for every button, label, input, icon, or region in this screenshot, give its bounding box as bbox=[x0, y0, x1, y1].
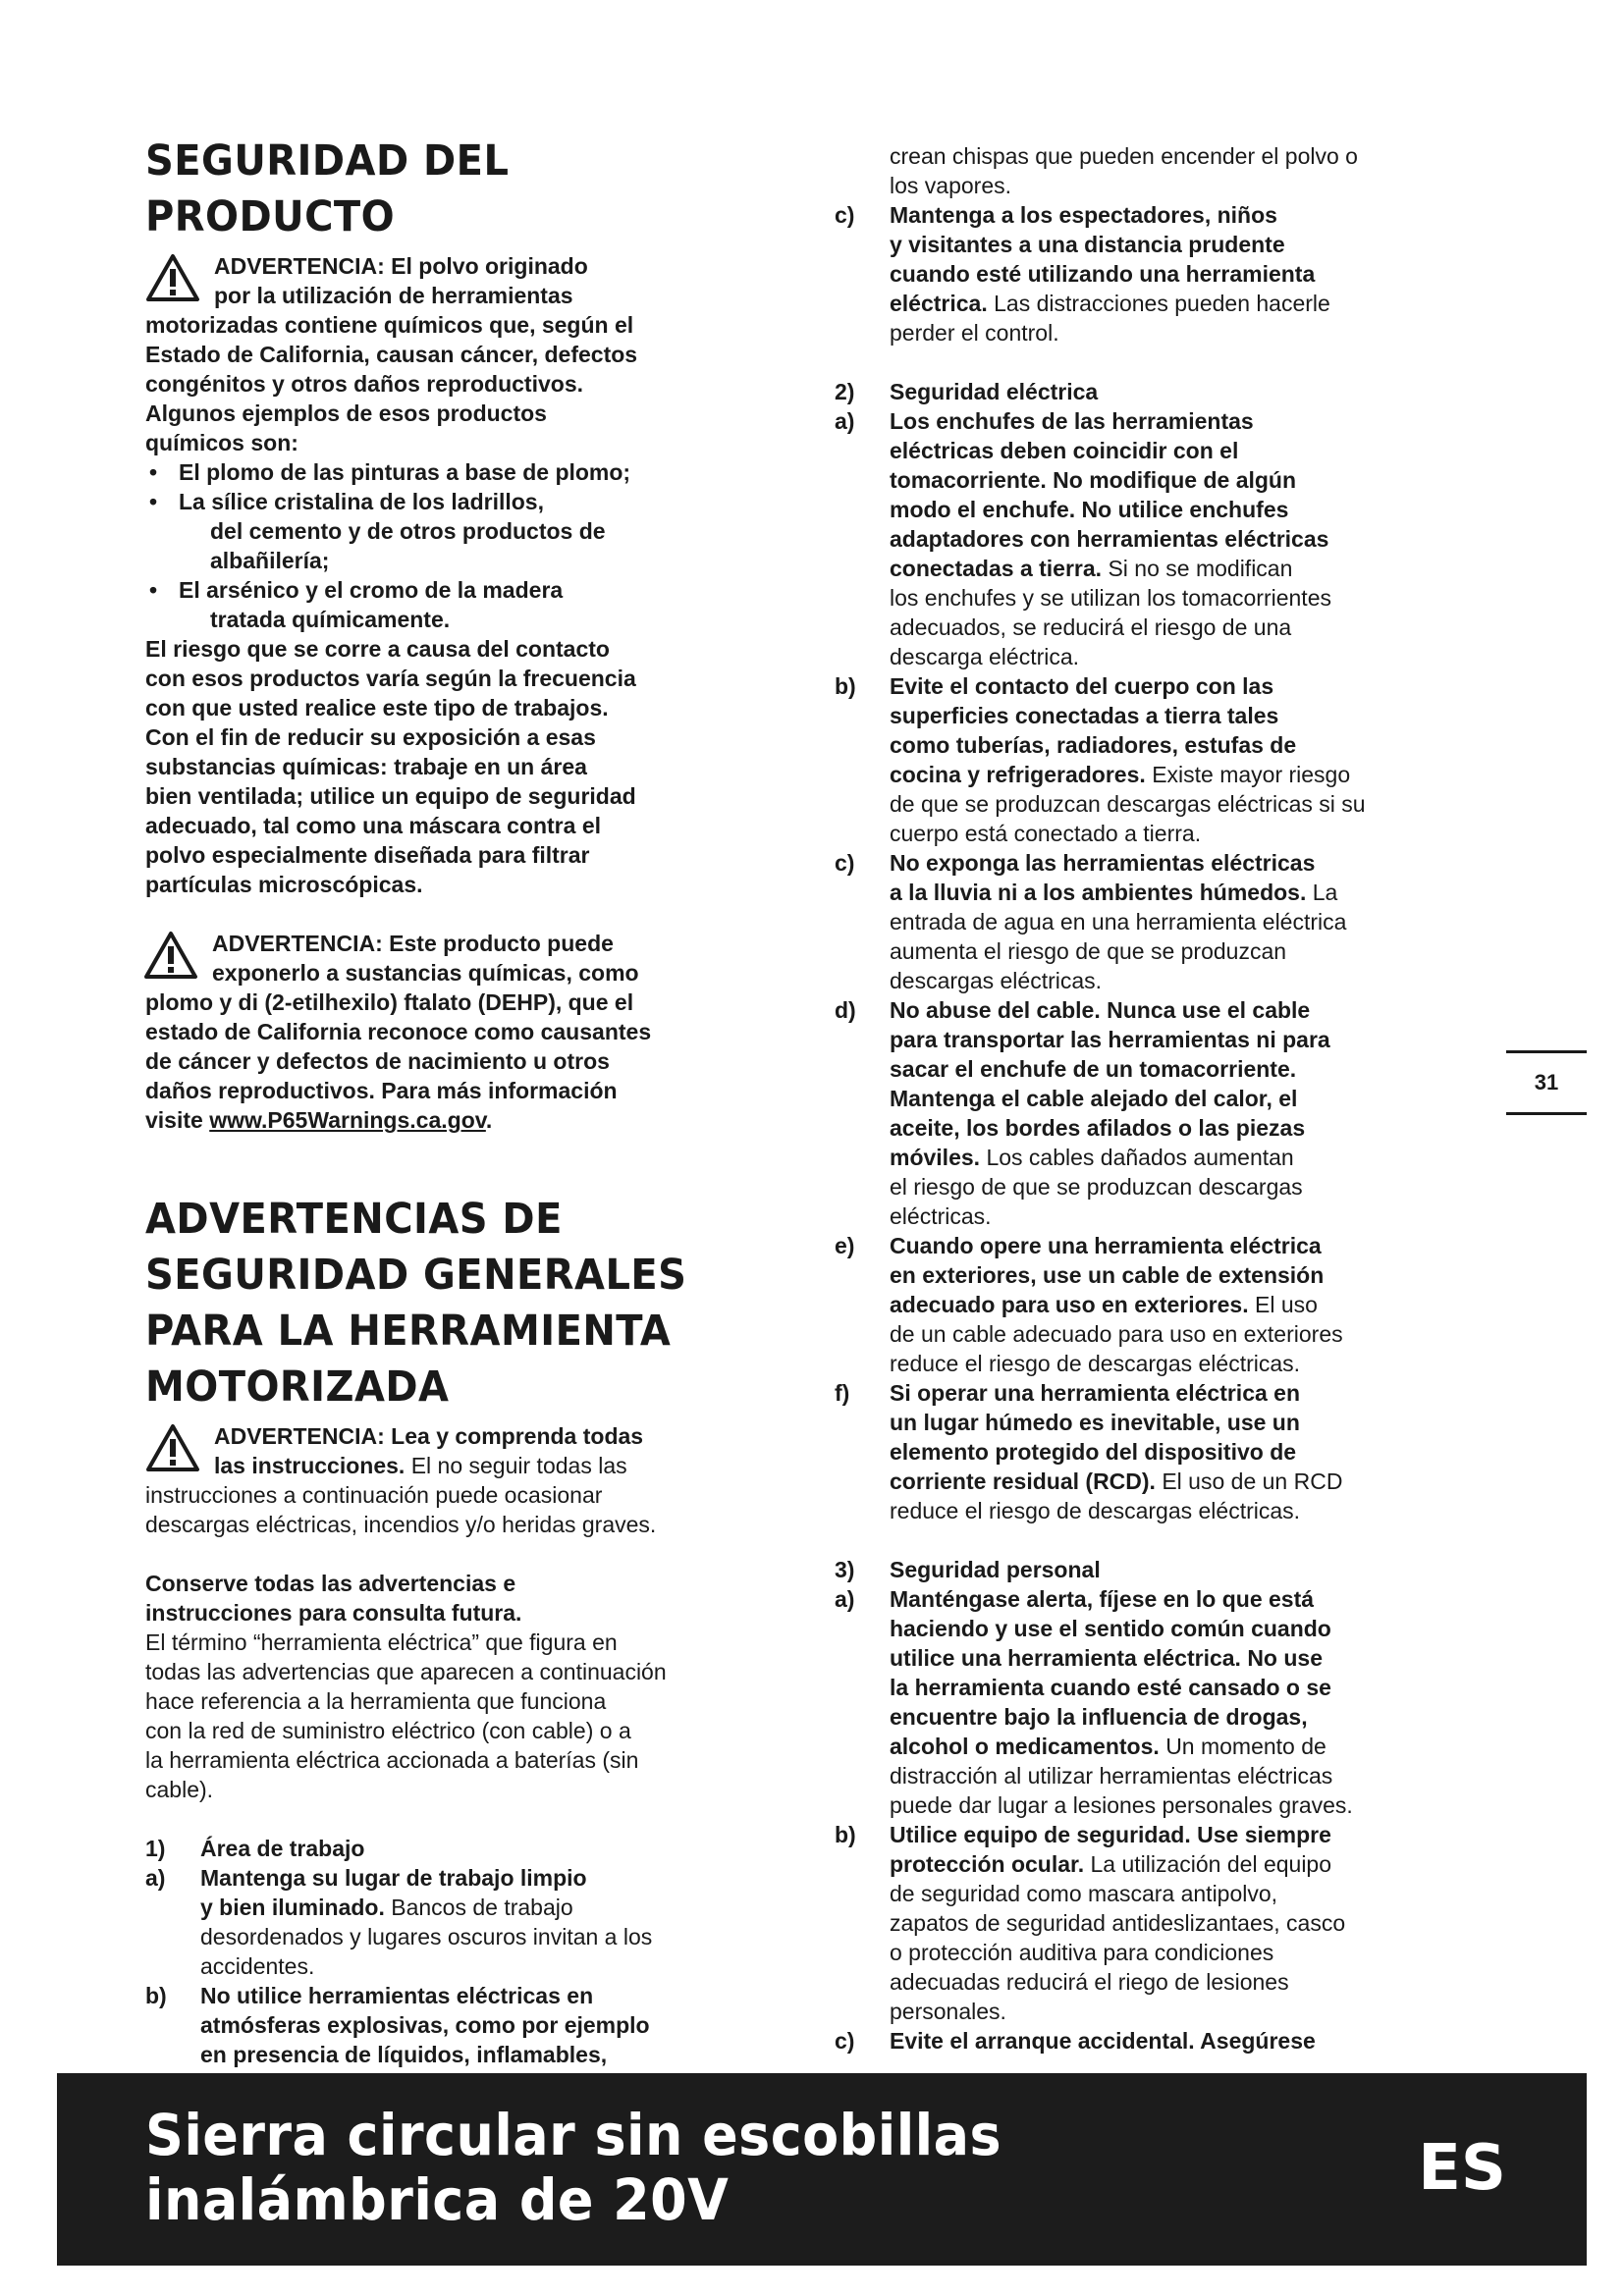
page-number: 31 bbox=[1506, 1050, 1587, 1115]
warning-block-2: ADVERTENCIA: Este producto puede exponerlo a sustancias químicas, como plomo y di (2-etilhexilo) ftalato (DEHP), que el estado de California reconoce como causantes de cáncer y defectos de nacimiento u otros daños reproductivos. Para más información visite www.P65Warnings.ca.gov. bbox=[145, 929, 798, 1135]
product-title: Sierra circular sin escobillas inalámbrica de 20V bbox=[145, 2102, 1002, 2233]
section-work-area: 1) Área de trabajo a) Mantenga su lugar de trabajo limpio y bien iluminado. Bancos de trabajo desordenados y lugares oscuros invitan a los accidentes. b) No utilice herramientas eléctricas en atmósferas explosivas, como por ejemplo en presencia de líquidos, inflamables, bbox=[145, 1834, 798, 2099]
continued-text: crean chispas que pueden encender el polvo o los vapores. bbox=[890, 143, 1358, 198]
warning-text: plomo y di (2-etilhexilo) ftalato (DEHP), que el bbox=[145, 989, 634, 1015]
list-item: • El plomo de las pinturas a base de plomo; bbox=[145, 457, 798, 487]
warning-label: ADVERTENCIA: bbox=[214, 1423, 385, 1449]
list-item: c) Evite el arranque accidental. Asegúrese bbox=[835, 2028, 1316, 2054]
warning-text: substancias químicas: trabaje en un área bbox=[145, 754, 587, 779]
list-item: d) No abuse del cable. Nunca use el cable para transportar las herramientas ni para sacar el enchufe de un tomacorriente. Mantenga el cable alejado del calor, el aceite, los bordes afilados o las piezas móviles. Los cables dañados aumentan el riesgo de que se produzcan descargas eléctricas. bbox=[835, 997, 1330, 1229]
warning-text: adecuado, tal como una máscara contra el bbox=[145, 813, 601, 838]
warning-text: Estado de California, causan cáncer, defectos bbox=[145, 342, 638, 367]
list-item: b) Evite el contacto del cuerpo con las superficies conectadas a tierra tales como tuberías, radiadores, estufas de cocina y refrigeradores. Existe mayor riesgo de que se produzcan descargas eléctricas si su cuerpo está conectado a tierra. bbox=[835, 673, 1366, 846]
warning-text: químicos son: bbox=[145, 430, 298, 455]
warning-text: Algunos ejemplos de esos productos bbox=[145, 400, 547, 426]
product-safety-title: SEGURIDAD DEL PRODUCTO bbox=[145, 136, 510, 241]
warning-text: de cáncer y defectos de nacimiento u otros bbox=[145, 1048, 610, 1074]
left-column bbox=[145, 133, 798, 2099]
warning-text: estado de California reconoce como causantes bbox=[145, 1019, 652, 1044]
general-warnings-title: ADVERTENCIAS DE SEGURIDAD GENERALES PARA LA HERRAMIENTA MOTORIZADA bbox=[145, 1195, 687, 1412]
list-item: f) Si operar una herramienta eléctrica en un lugar húmedo es inevitable, use un elemento protegido del dispositivo de corriente residual (RCD). El uso de un RCD reduce el riesgo de descargas eléctricas. bbox=[835, 1380, 1343, 1523]
warning-block-3: ADVERTENCIA: Lea y comprenda todas las instrucciones. El no seguir todas las instrucciones a continuación puede ocasionar descargas eléctricas, incendios y/o heridas graves. bbox=[145, 1423, 657, 1537]
list-item: • La sílice cristalina de los ladrillos, del cemento y de otros productos de albañilería; bbox=[145, 487, 798, 575]
warning-block-1 bbox=[145, 251, 798, 899]
language-code: ES bbox=[1418, 2132, 1506, 2205]
warning-text: Con el fin de reducir su exposición a esas bbox=[145, 724, 596, 750]
section-personal-safety: 3) Seguridad personal a) Manténgase alerta, fíjese en lo que está haciendo y use el sentido común cuando utilice una herramienta eléctrica. No use la herramienta cuando esté cansado o se encuentre bajo la influencia de drogas, alcohol o medicamentos. Un momento de distracción al utilizar herramientas eléctricas puede dar lugar a lesiones personales graves. b) Utilice equipo de seguridad. Use siempre protección ocular. La utilización del equipo de seguridad como mascara antipolvo, zapatos de seguridad antideslizantaes, casco o protección auditiva para condiciones adecuadas reducirá el riego de lesiones personales. c) Evite el arranque accidental. Asegúrese bbox=[835, 1555, 1483, 2056]
warning-text: con esos productos varía según la frecuencia bbox=[145, 666, 636, 691]
list-item: c) Mantenga a los espectadores, niños y visitantes a una distancia prudente cuando esté utilizando una herramienta eléctrica. Las distracciones pueden hacerle perder el control. bbox=[835, 202, 1330, 346]
warning-text: Este producto puede bbox=[389, 931, 614, 956]
warning-text: exponerlo a sustancias químicas, como bbox=[212, 960, 639, 986]
list-item: c) No exponga las herramientas eléctricas a la lluvia ni a los ambientes húmedos. La entrada de agua en una herramienta eléctrica aumenta el riesgo de que se produzcan descargas eléctricas. bbox=[835, 850, 1347, 993]
warning-label: ADVERTENCIA: bbox=[214, 253, 385, 279]
section-title: Seguridad eléctrica bbox=[890, 379, 1099, 404]
warning-text: bien ventilada; utilice un equipo de seguridad bbox=[145, 783, 636, 809]
footer-banner bbox=[57, 2073, 1587, 2266]
list-item: a) Mantenga su lugar de trabajo limpio y bien iluminado. Bancos de trabajo desordenados y lugares oscuros invitan a los accidentes. bbox=[145, 1865, 653, 1979]
p65-warnings-link[interactable]: www.P65Warnings.ca.gov bbox=[209, 1107, 486, 1133]
list-item: a) Manténgase alerta, fíjese en lo que está haciendo y use el sentido común cuando utilice una herramienta eléctrica. No use la herramienta cuando esté cansado o se encuentre bajo la influencia de drogas, alcohol o medicamentos. Un momento de distracción al utilizar herramientas eléctricas puede dar lugar a lesiones personales graves. bbox=[835, 1586, 1353, 1818]
warning-text: con que usted realice este tipo de trabajos. bbox=[145, 695, 609, 721]
section-electrical-safety: 2) Seguridad eléctrica a) Los enchufes de las herramientas eléctricas deben coincidir con el tomacorriente. No modifique de algún modo el enchufe. No utilice enchufes adaptadores con herramientas eléctricas conectadas a tierra. Si no se modifican los enchufes y se utilizan los tomacorrientes adecuados, se reducirá el riesgo de una descarga eléctrica. b) Evite el contacto del cuerpo con las superficies conectadas a tierra tales como tuberías, radiadores, estufas de cocina y refrigeradores. Existe mayor riesgo de que se produzcan descargas eléctricas si su cuerpo está conectado a tierra. c) No exponga las herramientas eléctricas a la lluvia ni a los ambientes húmedos. La entrada de agua en una herramienta eléctrica aumenta el riesgo de que se produzcan descargas eléctricas. d) No abuse del cable. Nunca use el cable para transportar las herramientas ni para sacar el enchufe de un tomacorriente. Mantenga el cable alejado del calor, el aceite, los bordes afilados o las piezas móviles. Los cables dañados aumentan el riesgo de que se produzcan descargas eléctricas. e) Cuando opere una herramienta eléctrica en exteriores, use un cable de extensión adecuado para uso en exteriores. El uso de un cable adecuado para uso en exteriores reduce el riesgo de descargas eléctricas. f) Si operar una herramienta eléctrica en un lugar húmedo es inevitable, use un elemento protegido del dispositivo de corriente residual (RCD). El uso de un RCD reduce el riesgo de descargas eléctricas. bbox=[835, 377, 1483, 1525]
section-title: Área de trabajo bbox=[200, 1836, 365, 1861]
warning-text: motorizadas contiene químicos que, según el bbox=[145, 312, 634, 338]
warning-text: polvo especialmente diseñada para filtrar bbox=[145, 842, 590, 868]
warning-label: ADVERTENCIA: bbox=[212, 931, 383, 956]
warning-triangle-icon bbox=[145, 253, 200, 302]
chemicals-list bbox=[145, 457, 798, 634]
list-item: e) Cuando opere una herramienta eléctrica en exteriores, use un cable de extensión adecuado para uso en exteriores. El uso de un cable adecuado para uso en exteriores reduce el riesgo de descargas eléctricas. bbox=[835, 1233, 1343, 1376]
warning-triangle-icon bbox=[145, 1423, 200, 1472]
right-column bbox=[835, 141, 1483, 2056]
list-item: a) Los enchufes de las herramientas eléctricas deben coincidir con el tomacorriente. No modifique de algún modo el enchufe. No utilice enchufes adaptadores con herramientas eléctricas conectadas a tierra. Si no se modifican los enchufes y se utilizan los tomacorrientes adecuados, se reducirá el riesgo de una descarga eléctrica. bbox=[835, 408, 1331, 669]
warning-text: visite bbox=[145, 1107, 203, 1133]
warning-text: daños reproductivos. Para más información bbox=[145, 1078, 618, 1103]
warning-text: por la utilización de herramientas bbox=[214, 283, 573, 308]
warning-text: partículas microscópicas. bbox=[145, 872, 423, 897]
warning-text: El polvo originado bbox=[391, 253, 588, 279]
warning-triangle-icon bbox=[143, 931, 198, 980]
conserve-instructions: Conserve todas las advertencias e instrucciones para consulta futura. El término “herramienta eléctrica” que figura en todas las advertencias que aparecen a continuación hace referencia a la herramienta que funciona con la red de suministro eléctrico (con cable) o a la herramienta eléctrica accionada a baterías (sin cable). bbox=[145, 1571, 667, 1802]
section-title: Seguridad personal bbox=[890, 1557, 1101, 1582]
list-item: b) Utilice equipo de seguridad. Use siempre protección ocular. La utilización del equipo de seguridad como mascara antipolvo, zapatos de seguridad antideslizantaes, casco o protección auditiva para condiciones adecuadas reducirá el riego de lesiones personales. bbox=[835, 1822, 1346, 2024]
warning-text: El riesgo que se corre a causa del contacto bbox=[145, 636, 610, 662]
list-item: b) No utilice herramientas eléctricas en atmósferas explosivas, como por ejemplo en presencia de líquidos, inflamables, bbox=[145, 1983, 650, 2067]
warning-text: congénitos y otros daños reproductivos. bbox=[145, 371, 584, 397]
list-item: • El arsénico y el cromo de la madera tratada químicamente. bbox=[145, 575, 798, 634]
